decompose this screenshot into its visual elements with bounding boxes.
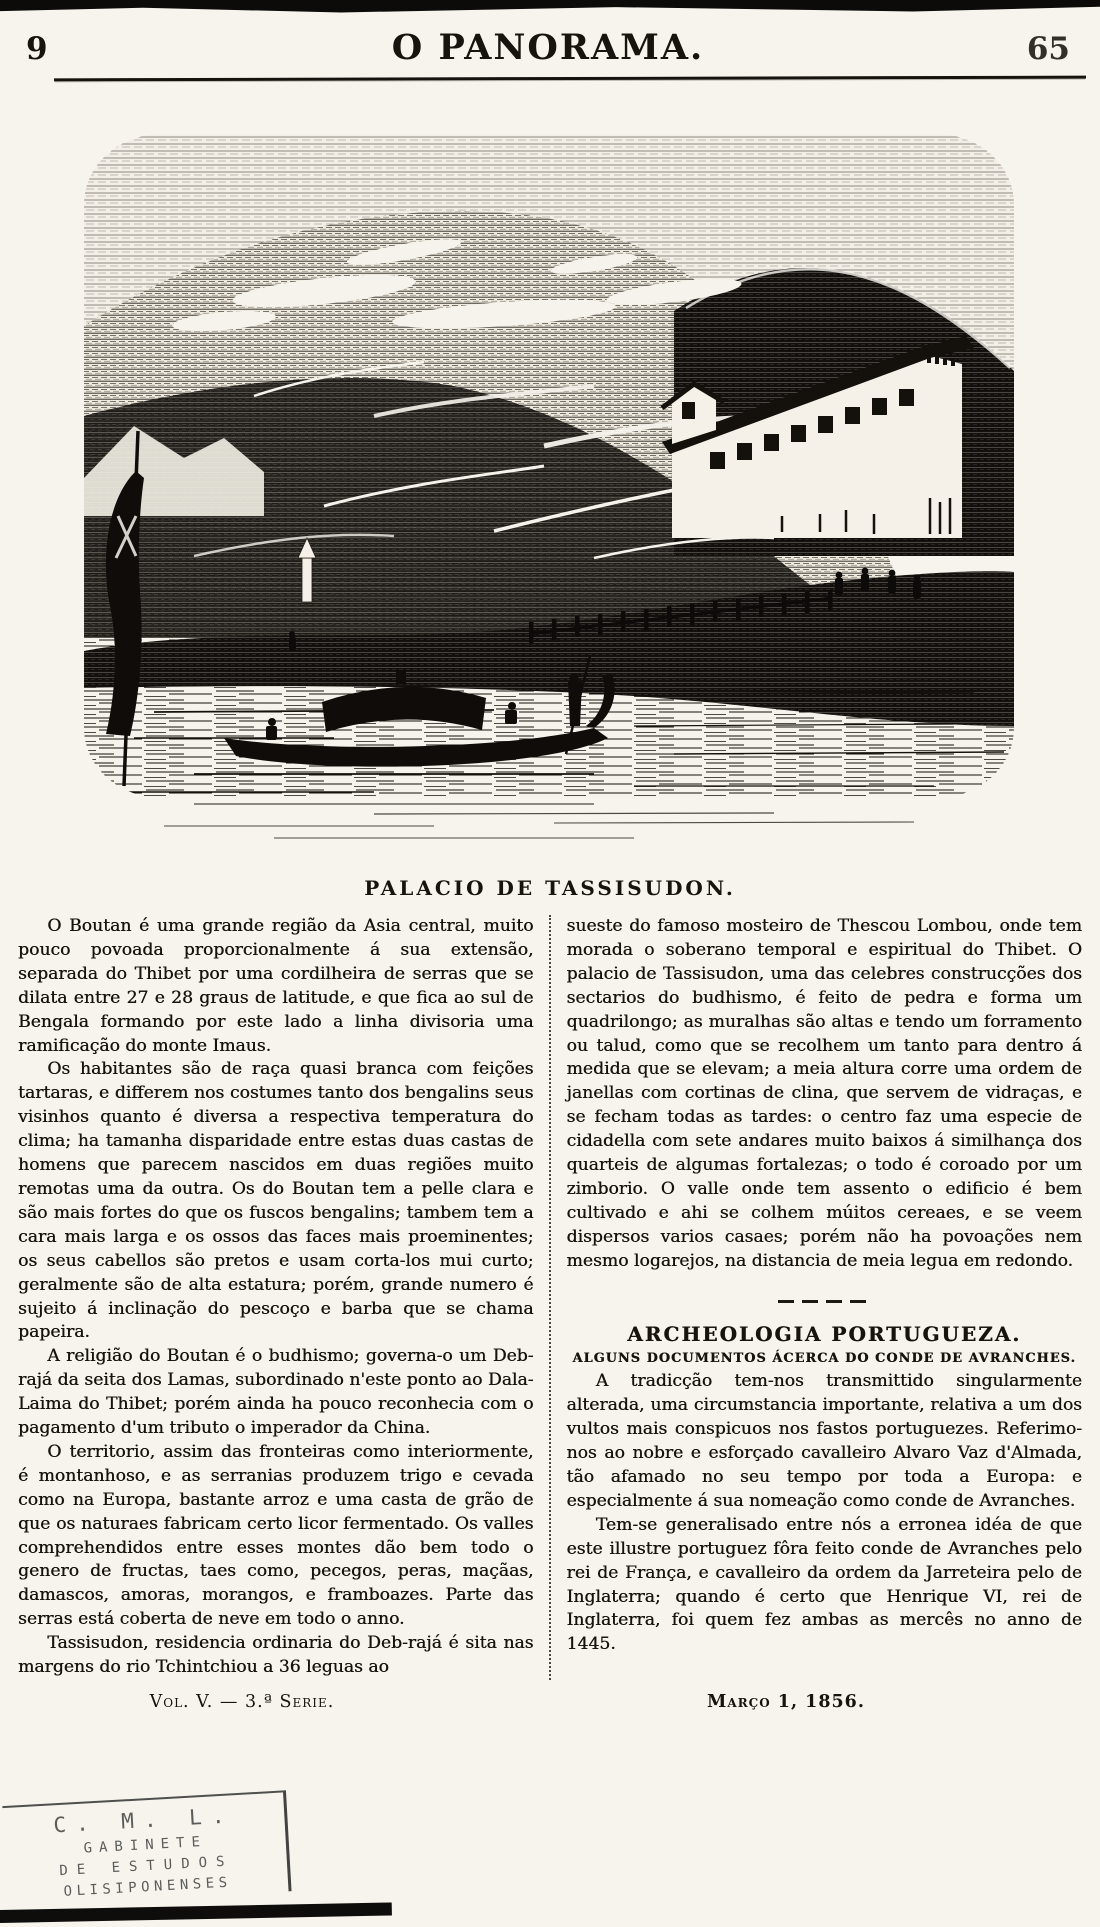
paragraph: O territorio, assim das fronteiras como interiormente, é montanhoso, e as serranias produzem trigo e cevada como na Europa, bastante arroz e uma casta de grão de que os naturaes fabricam certo licor fermentado. Os valles comprehendidos entre esses montes dão bem todo o genero de fructas, taes como, pecegos, peras, maçãas, damascos, amoras, morangos, e framboazes. Parte das serras está coberta de neve em todo o anno. — [18, 1441, 534, 1630]
section-divider — [778, 1300, 870, 1303]
woodcut-engraving — [74, 86, 1026, 864]
stamp-line: OLISIPONENSES — [63, 1874, 232, 1900]
volume-label: Vol. V. — 3.ª Serie. — [149, 1692, 335, 1712]
right-column — [549, 915, 1083, 1680]
section-subheading: ALGUNS DOCUMENTOS ÁCERCA DO CONDE DE AVRANCHES. — [572, 1350, 1077, 1366]
paragraph-continuation: sueste do famoso mosteiro de Thescou Lombou, onde tem morada o soberano temporal e espiritual do Thibet. O palacio de Tassisudon, uma das celebres construcções dos sectarios do budhismo, é feito de pedra e forma um quadrilongo; as muralhas são altas e tendo um forramento ou talud, como que se recolhem um tanto para dentro á medida que se elevam; a meia altura corre uma ordem de janellas com cortinas de clina, que servem de vidraças, e se fecham todas as tardes: o centro faz uma especie de cidadella com sete andares muito baixos á similhança dos quarteis de algumas fortalezas; o todo é coroado por um zimborio. O valle onde tem assento o edificio é bem cultivado e ahi se colhem múitos cereaes, e se veem dispersos varios casaes; porém não ha povoações nem mesmo logarejos, na distancia de meia legua em redondo. — [566, 916, 1082, 1271]
paragraph: A religião do Boutan é o budhismo; governa-o um Deb-rajá da seita dos Lamas, subordinado n'este ponto ao Dala-Laima do Thibet; porém ainda ha pouco reconhecia com o pagamento d'um tributo o imperador da China. — [18, 1346, 534, 1439]
gable-window — [682, 402, 695, 419]
section-heading: ARCHEOLOGIA PORTUGUEZA. — [627, 1321, 1022, 1346]
stamp-line: C. M. L. — [52, 1803, 235, 1838]
page-number-right: 65 — [1026, 31, 1070, 67]
stamp-line: GABINETE — [83, 1833, 208, 1857]
stamp-box — [2, 1790, 291, 1907]
engraving-svg — [74, 86, 1026, 864]
article-columns — [18, 915, 1082, 1680]
library-stamp — [2, 1790, 291, 1907]
issue-date: Março 1, 1856. — [707, 1692, 865, 1712]
engraving-bottom-streaks — [164, 804, 914, 838]
page-footer — [18, 1692, 1082, 1712]
paragraph: A tradicção tem-nos transmittido singularmente alterada, uma circumstancia importante, relativa a um dos vultos mais conspicuos nos fastos portuguezes. Referimo-nos ao nobre e esforçado cavalleiro Alvaro Vaz d'Almada, tão afamado no seu tempo por toda a Europa: e especialmente á sua nomeação como conde de Avranches. — [566, 1371, 1082, 1511]
header-rule — [54, 76, 1086, 82]
stamp-line: DE ESTUDOS — [58, 1853, 234, 1880]
left-column — [18, 915, 549, 1680]
paragraph: Os habitantes são de raça quasi branca com feições tartaras, e differem nos costumes tanto dos bengalins seus visinhos quanto é diversa a respectiva temperatura do clima; ha tamanha disparidade entre estas duas castas de homens que parecem nascidos em duas regiões muito remotas uma da outra. Os do Boutan tem a pelle clara e são mais fortes do que os fuscos bengalins; tambem tem a cara mais larga e os ossos das faces mais proeminentes; os seus cabellos são pretos e usam corta-los mui curto; geralmente são de alta estatura; porém, grande numero é sujeito á inclinação do pescoço e barba que se chama papeira. — [18, 1059, 534, 1343]
engraving-caption: PALACIO DE TASSISUDON. — [364, 876, 736, 900]
paragraph: Tem-se generalisado entre nós a erronea idéa de que este illustre portuguez fôra feito conde de Avranches pelo rei de França, e cavalleiro da ordem da Jarreteira pelo de Inglaterra; quando é certo que Henrique VI, rei de Inglaterra, foi quem fez ambas as mercês no anno de 1445. — [566, 1514, 1082, 1655]
paragraph: Tassisudon, residencia ordinaria do Deb-rajá é sita nas margens do rio Tchintchiou a 36 leguas ao — [18, 1633, 534, 1678]
paragraph: O Boutan é uma grande região da Asia central, muito pouco povoada proporcionalmente á sua extensão, separada do Thibet por uma cordilheira de serras que se dilata entre 27 e 28 graus de latitude, e que fica ao sul de Bengala formando por este lado a linha divisoria uma ramificação do monte Imaus. — [18, 916, 534, 1056]
scan-edge-bottom-bar — [0, 1902, 392, 1923]
page-marker-left: 9 — [26, 31, 48, 67]
masthead-title: O PANORAMA. — [391, 27, 705, 68]
